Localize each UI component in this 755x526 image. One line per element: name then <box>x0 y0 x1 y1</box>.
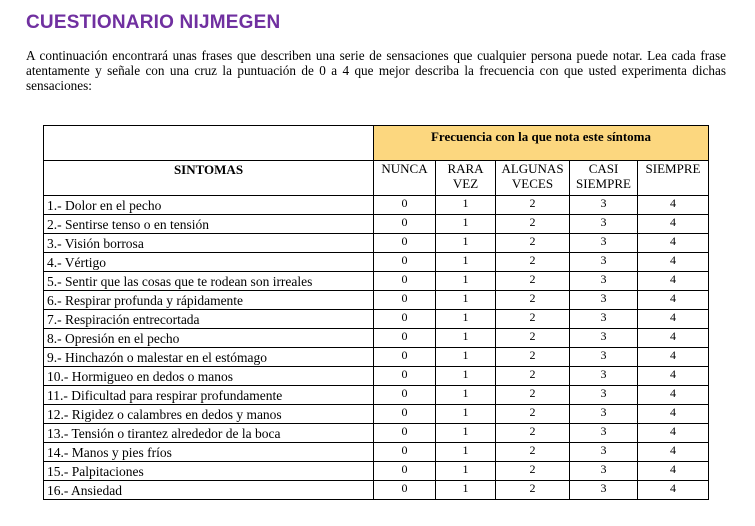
table-row <box>44 234 709 253</box>
score-cell[interactable]: 2 <box>496 215 570 234</box>
symptom-label: 10.- Hormigueo en dedos o manos <box>44 367 374 386</box>
symptom-label: 8.- Opresión en el pecho <box>44 329 374 348</box>
score-cell[interactable]: 0 <box>374 253 436 272</box>
score-cell[interactable]: 2 <box>496 367 570 386</box>
score-cell[interactable]: 1 <box>436 405 496 424</box>
score-cell[interactable]: 3 <box>570 367 638 386</box>
score-cell[interactable]: 1 <box>436 272 496 291</box>
score-cell[interactable]: 3 <box>570 481 638 500</box>
score-cell[interactable]: 1 <box>436 348 496 367</box>
score-cell[interactable]: 0 <box>374 405 436 424</box>
score-cell[interactable]: 0 <box>374 443 436 462</box>
symptom-label: 7.- Respiración entrecortada <box>44 310 374 329</box>
score-cell[interactable]: 2 <box>496 424 570 443</box>
table-row <box>44 253 709 272</box>
score-cell[interactable]: 2 <box>496 253 570 272</box>
score-cell[interactable]: 1 <box>436 291 496 310</box>
score-cell[interactable]: 4 <box>638 253 709 272</box>
symptom-label: 3.- Visión borrosa <box>44 234 374 253</box>
score-cell[interactable]: 0 <box>374 272 436 291</box>
symptom-label: 9.- Hinchazón o malestar en el estómago <box>44 348 374 367</box>
frequency-group-header: Frecuencia con la que nota este síntoma <box>374 126 709 161</box>
table-row <box>44 462 709 481</box>
score-cell[interactable]: 0 <box>374 462 436 481</box>
score-cell[interactable]: 4 <box>638 329 709 348</box>
score-cell[interactable]: 4 <box>638 196 709 215</box>
score-cell[interactable]: 1 <box>436 215 496 234</box>
score-cell[interactable]: 4 <box>638 215 709 234</box>
score-cell[interactable]: 3 <box>570 196 638 215</box>
table-row <box>44 291 709 310</box>
symptom-label: 16.- Ansiedad <box>44 481 374 500</box>
table-row <box>44 424 709 443</box>
symptom-label: 2.- Sentirse tenso o en tensión <box>44 215 374 234</box>
score-cell[interactable]: 2 <box>496 348 570 367</box>
symptom-label: 11.- Dificultad para respirar profundamente <box>44 386 374 405</box>
score-cell[interactable]: 2 <box>496 272 570 291</box>
score-cell[interactable]: 1 <box>436 481 496 500</box>
score-cell[interactable]: 1 <box>436 196 496 215</box>
score-cell[interactable]: 0 <box>374 348 436 367</box>
score-cell[interactable]: 1 <box>436 424 496 443</box>
score-cell[interactable]: 0 <box>374 234 436 253</box>
score-cell[interactable]: 2 <box>496 310 570 329</box>
column-header-rara-vez: RARA VEZ <box>436 161 496 196</box>
table-row <box>44 405 709 424</box>
score-cell[interactable]: 4 <box>638 462 709 481</box>
table-row <box>44 367 709 386</box>
column-header-nunca: NUNCA <box>374 161 436 196</box>
score-cell[interactable]: 0 <box>374 310 436 329</box>
score-cell[interactable]: 1 <box>436 443 496 462</box>
score-cell[interactable]: 4 <box>638 234 709 253</box>
document-title: CUESTIONARIO NIJMEGEN <box>26 12 281 33</box>
score-cell[interactable]: 2 <box>496 405 570 424</box>
score-cell[interactable]: 1 <box>436 367 496 386</box>
score-cell[interactable]: 1 <box>436 329 496 348</box>
score-cell[interactable]: 0 <box>374 424 436 443</box>
score-cell[interactable]: 0 <box>374 329 436 348</box>
score-cell[interactable]: 1 <box>436 234 496 253</box>
score-cell[interactable]: 2 <box>496 481 570 500</box>
score-cell[interactable]: 1 <box>436 462 496 481</box>
score-cell[interactable]: 4 <box>638 348 709 367</box>
score-cell[interactable]: 1 <box>436 310 496 329</box>
symptom-label: 13.- Tensión o tirantez alrededor de la boca <box>44 424 374 443</box>
score-cell[interactable]: 3 <box>570 310 638 329</box>
symptom-label: 12.- Rigidez o calambres en dedos y manos <box>44 405 374 424</box>
table-row <box>44 272 709 291</box>
score-cell[interactable]: 1 <box>436 386 496 405</box>
score-cell[interactable]: 4 <box>638 291 709 310</box>
score-cell[interactable]: 4 <box>638 481 709 500</box>
score-cell[interactable]: 2 <box>496 386 570 405</box>
score-cell[interactable]: 2 <box>496 329 570 348</box>
symptom-label: 5.- Sentir que las cosas que te rodean son irreales <box>44 272 374 291</box>
score-cell[interactable]: 4 <box>638 272 709 291</box>
score-cell[interactable]: 3 <box>570 424 638 443</box>
symptoms-column-header: SINTOMAS <box>44 161 374 196</box>
score-cell[interactable]: 4 <box>638 386 709 405</box>
score-cell[interactable]: 3 <box>570 329 638 348</box>
table-row <box>44 443 709 462</box>
score-cell[interactable]: 3 <box>570 272 638 291</box>
score-cell[interactable]: 0 <box>374 386 436 405</box>
score-cell[interactable]: 0 <box>374 291 436 310</box>
symptom-label: 15.- Palpitaciones <box>44 462 374 481</box>
score-cell[interactable]: 2 <box>496 443 570 462</box>
score-cell[interactable]: 3 <box>570 386 638 405</box>
symptom-label: 14.- Manos y pies fríos <box>44 443 374 462</box>
symptom-label: 1.- Dolor en el pecho <box>44 196 374 215</box>
questionnaire-table <box>43 125 709 500</box>
score-cell[interactable]: 3 <box>570 234 638 253</box>
table-row <box>44 348 709 367</box>
score-cell[interactable]: 0 <box>374 196 436 215</box>
table-row <box>44 386 709 405</box>
table-row <box>44 310 709 329</box>
table-row <box>44 215 709 234</box>
score-cell[interactable]: 3 <box>570 462 638 481</box>
score-cell[interactable]: 4 <box>638 424 709 443</box>
table-row <box>44 196 709 215</box>
score-cell[interactable]: 4 <box>638 367 709 386</box>
column-header-casi-siempre: CASI SIEMPRE <box>570 161 638 196</box>
score-cell[interactable]: 1 <box>436 253 496 272</box>
score-cell[interactable]: 3 <box>570 215 638 234</box>
symptom-label: 4.- Vértigo <box>44 253 374 272</box>
score-cell[interactable]: 2 <box>496 291 570 310</box>
table-row <box>44 481 709 500</box>
score-cell[interactable]: 3 <box>570 253 638 272</box>
score-cell[interactable]: 4 <box>638 405 709 424</box>
score-cell[interactable]: 0 <box>374 481 436 500</box>
score-cell[interactable]: 4 <box>638 443 709 462</box>
instructions-paragraph: A continuación encontrará unas frases que describen una serie de sensaciones que cualquier persona puede notar. Lea cada frase atentamente y señale con una cruz la puntuación de 0 a 4 que mejor describa la frecuencia con que usted experimenta dichas sensaciones: <box>26 48 726 93</box>
score-cell[interactable]: 2 <box>496 196 570 215</box>
score-cell[interactable]: 3 <box>570 348 638 367</box>
blank-header-cell <box>44 126 374 161</box>
symptom-label: 6.- Respirar profunda y rápidamente <box>44 291 374 310</box>
score-cell[interactable]: 2 <box>496 462 570 481</box>
score-cell[interactable]: 4 <box>638 310 709 329</box>
score-cell[interactable]: 0 <box>374 215 436 234</box>
score-cell[interactable]: 3 <box>570 291 638 310</box>
column-header-algunas-veces: ALGUNAS VECES <box>496 161 570 196</box>
score-cell[interactable]: 0 <box>374 367 436 386</box>
score-cell[interactable]: 3 <box>570 443 638 462</box>
column-header-siempre: SIEMPRE <box>638 161 709 196</box>
table-row <box>44 329 709 348</box>
score-cell[interactable]: 3 <box>570 405 638 424</box>
score-cell[interactable]: 2 <box>496 234 570 253</box>
